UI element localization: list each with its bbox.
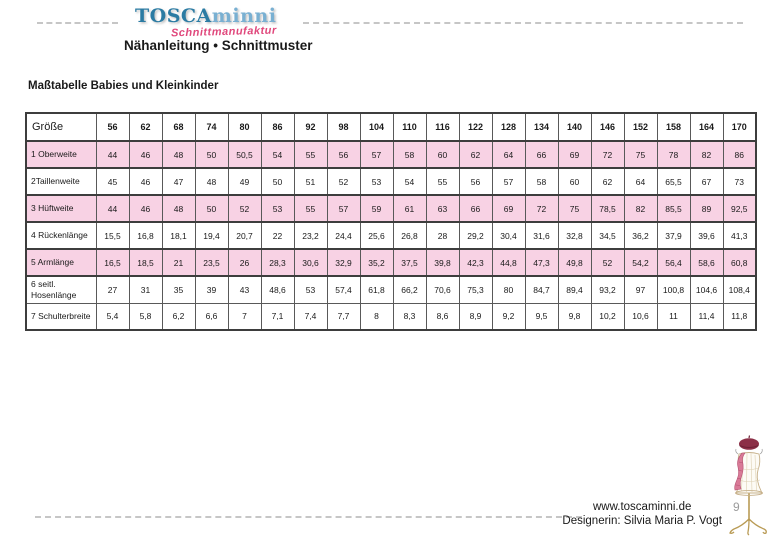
measurement-cell: 66 bbox=[459, 195, 492, 222]
measurement-cell: 84,7 bbox=[525, 276, 558, 303]
measurement-table bbox=[25, 112, 757, 331]
measurement-cell: 54 bbox=[393, 168, 426, 195]
measurement-cell: 37,9 bbox=[657, 222, 690, 249]
measurement-cell: 5,8 bbox=[129, 303, 162, 330]
dashed-rule-top-left bbox=[37, 22, 118, 24]
measurement-cell: 35,2 bbox=[360, 249, 393, 276]
measurement-cell: 46 bbox=[129, 168, 162, 195]
measurement-table-container bbox=[25, 112, 757, 331]
row-label: 3 Hüftweite bbox=[26, 195, 96, 222]
measurement-cell: 51 bbox=[294, 168, 327, 195]
measurement-cell: 39,6 bbox=[690, 222, 723, 249]
size-column-header: 158 bbox=[657, 113, 690, 141]
measurement-cell: 11,8 bbox=[723, 303, 756, 330]
measurement-cell: 26,8 bbox=[393, 222, 426, 249]
measurement-cell: 55 bbox=[426, 168, 459, 195]
measurement-cell: 58 bbox=[525, 168, 558, 195]
measurement-cell: 20,7 bbox=[228, 222, 261, 249]
measurement-cell: 72 bbox=[591, 141, 624, 168]
measurement-cell: 93,2 bbox=[591, 276, 624, 303]
measurement-cell: 46 bbox=[129, 141, 162, 168]
measurement-cell: 48 bbox=[162, 195, 195, 222]
measurement-cell: 49,8 bbox=[558, 249, 591, 276]
table-row bbox=[26, 168, 756, 195]
size-column-header: 116 bbox=[426, 113, 459, 141]
measurement-cell: 86 bbox=[723, 141, 756, 168]
measurement-cell: 89 bbox=[690, 195, 723, 222]
measurement-cell: 60,8 bbox=[723, 249, 756, 276]
dashed-rule-footer bbox=[35, 516, 582, 518]
row-label: 7 Schulterbreite bbox=[26, 303, 96, 330]
measurement-cell: 64 bbox=[492, 141, 525, 168]
measurement-cell: 10,2 bbox=[591, 303, 624, 330]
measurement-cell: 66,2 bbox=[393, 276, 426, 303]
measurement-cell: 37,5 bbox=[393, 249, 426, 276]
measurement-cell: 29,2 bbox=[459, 222, 492, 249]
measurement-cell: 108,4 bbox=[723, 276, 756, 303]
measurement-cell: 55 bbox=[294, 195, 327, 222]
measurement-cell: 56,4 bbox=[657, 249, 690, 276]
measurement-cell: 56 bbox=[327, 141, 360, 168]
measurement-cell: 62 bbox=[459, 141, 492, 168]
table-row bbox=[26, 276, 756, 303]
measurement-cell: 44 bbox=[96, 195, 129, 222]
measurement-cell: 57 bbox=[327, 195, 360, 222]
measurement-cell: 57 bbox=[360, 141, 393, 168]
measurement-cell: 6,6 bbox=[195, 303, 228, 330]
measurement-cell: 15,5 bbox=[96, 222, 129, 249]
measurement-cell: 11 bbox=[657, 303, 690, 330]
measurement-cell: 16,8 bbox=[129, 222, 162, 249]
measurement-cell: 9,2 bbox=[492, 303, 525, 330]
measurement-cell: 85,5 bbox=[657, 195, 690, 222]
measurement-cell: 49 bbox=[228, 168, 261, 195]
website-link[interactable]: www.toscaminni.de bbox=[592, 501, 692, 513]
measurement-cell: 28,3 bbox=[261, 249, 294, 276]
page-number: 9 bbox=[733, 500, 740, 514]
measurement-cell: 54,2 bbox=[624, 249, 657, 276]
measurement-cell: 65,5 bbox=[657, 168, 690, 195]
measurement-cell: 54 bbox=[261, 141, 294, 168]
measurement-cell: 47 bbox=[162, 168, 195, 195]
measurement-cell: 31 bbox=[129, 276, 162, 303]
measurement-cell: 44 bbox=[96, 141, 129, 168]
measurement-cell: 69 bbox=[558, 141, 591, 168]
measurement-cell: 60 bbox=[426, 141, 459, 168]
logo-tagline: Schnittmanufaktur bbox=[170, 24, 277, 40]
measurement-cell: 44,8 bbox=[492, 249, 525, 276]
measurement-cell: 34,5 bbox=[591, 222, 624, 249]
measurement-cell: 10,6 bbox=[624, 303, 657, 330]
measurement-cell: 61 bbox=[393, 195, 426, 222]
measurement-cell: 52 bbox=[327, 168, 360, 195]
measurement-cell: 50,5 bbox=[228, 141, 261, 168]
measurement-cell: 43 bbox=[228, 276, 261, 303]
measurement-cell: 92,5 bbox=[723, 195, 756, 222]
measurement-cell: 27 bbox=[96, 276, 129, 303]
size-column-header: 68 bbox=[162, 113, 195, 141]
measurement-cell: 48,6 bbox=[261, 276, 294, 303]
measurement-cell: 53 bbox=[261, 195, 294, 222]
brand-logo bbox=[135, 7, 277, 38]
measurement-table-body bbox=[26, 141, 756, 330]
size-column-header: 134 bbox=[525, 113, 558, 141]
size-column-header: 74 bbox=[195, 113, 228, 141]
measurement-cell: 58 bbox=[393, 141, 426, 168]
size-column-header: 164 bbox=[690, 113, 723, 141]
measurement-cell: 36,2 bbox=[624, 222, 657, 249]
measurement-cell: 8 bbox=[360, 303, 393, 330]
measurement-cell: 53 bbox=[360, 168, 393, 195]
dashed-rule-top-right bbox=[303, 22, 743, 24]
measurement-cell: 26 bbox=[228, 249, 261, 276]
measurement-cell: 100,8 bbox=[657, 276, 690, 303]
measurement-cell: 39,8 bbox=[426, 249, 459, 276]
measurement-cell: 58,6 bbox=[690, 249, 723, 276]
measurement-cell: 9,5 bbox=[525, 303, 558, 330]
measurement-cell: 61,8 bbox=[360, 276, 393, 303]
measurement-cell: 59 bbox=[360, 195, 393, 222]
size-column-header: 110 bbox=[393, 113, 426, 141]
measurement-cell: 16,5 bbox=[96, 249, 129, 276]
measurement-cell: 72 bbox=[525, 195, 558, 222]
logo-primary-text: TOSCA bbox=[135, 5, 212, 27]
measurement-cell: 7,1 bbox=[261, 303, 294, 330]
size-column-header: 62 bbox=[129, 113, 162, 141]
page-title: Maßtabelle Babies und Kleinkinder bbox=[28, 80, 219, 92]
measurement-cell: 23,5 bbox=[195, 249, 228, 276]
row-label: 2Taillenweite bbox=[26, 168, 96, 195]
size-column-header: 122 bbox=[459, 113, 492, 141]
measurement-cell: 8,3 bbox=[393, 303, 426, 330]
size-column-header: 140 bbox=[558, 113, 591, 141]
size-column-header: 104 bbox=[360, 113, 393, 141]
measurement-cell: 78 bbox=[657, 141, 690, 168]
measurement-cell: 24,4 bbox=[327, 222, 360, 249]
size-header-row bbox=[26, 113, 756, 141]
measurement-cell: 75,3 bbox=[459, 276, 492, 303]
table-row bbox=[26, 249, 756, 276]
measurement-cell: 28 bbox=[426, 222, 459, 249]
measurement-cell: 19,4 bbox=[195, 222, 228, 249]
measurement-cell: 50 bbox=[195, 141, 228, 168]
measurement-cell: 50 bbox=[261, 168, 294, 195]
row-label: 4 Rückenlänge bbox=[26, 222, 96, 249]
measurement-cell: 63 bbox=[426, 195, 459, 222]
size-column-header: 128 bbox=[492, 113, 525, 141]
measurement-cell: 6,2 bbox=[162, 303, 195, 330]
measurement-cell: 67 bbox=[690, 168, 723, 195]
size-column-header: 80 bbox=[228, 113, 261, 141]
row-label: 6 seitl. Hosenlänge bbox=[26, 276, 96, 303]
measurement-cell: 82 bbox=[624, 195, 657, 222]
measurement-cell: 89,4 bbox=[558, 276, 591, 303]
row-label: 1 Oberweite bbox=[26, 141, 96, 168]
measurement-cell: 7,7 bbox=[327, 303, 360, 330]
measurement-cell: 11,4 bbox=[690, 303, 723, 330]
measurement-cell: 18,1 bbox=[162, 222, 195, 249]
measurement-cell: 25,6 bbox=[360, 222, 393, 249]
measurement-cell: 21 bbox=[162, 249, 195, 276]
measurement-cell: 32,8 bbox=[558, 222, 591, 249]
measurement-cell: 75 bbox=[624, 141, 657, 168]
measurement-cell: 60 bbox=[558, 168, 591, 195]
measurement-cell: 75 bbox=[558, 195, 591, 222]
footer bbox=[562, 500, 722, 528]
measurement-cell: 82 bbox=[690, 141, 723, 168]
measurement-cell: 18,5 bbox=[129, 249, 162, 276]
measurement-cell: 7,4 bbox=[294, 303, 327, 330]
measurement-cell: 52 bbox=[228, 195, 261, 222]
size-column-header: 98 bbox=[327, 113, 360, 141]
measurement-cell: 46 bbox=[129, 195, 162, 222]
measurement-cell: 30,4 bbox=[492, 222, 525, 249]
measurement-cell: 8,9 bbox=[459, 303, 492, 330]
measurement-cell: 47,3 bbox=[525, 249, 558, 276]
measurement-cell: 48 bbox=[195, 168, 228, 195]
measurement-cell: 73 bbox=[723, 168, 756, 195]
measurement-cell: 9,8 bbox=[558, 303, 591, 330]
size-column-header: 92 bbox=[294, 113, 327, 141]
measurement-cell: 97 bbox=[624, 276, 657, 303]
measurement-cell: 78,5 bbox=[591, 195, 624, 222]
logo-secondary-text: minni bbox=[211, 5, 277, 27]
measurement-cell: 55 bbox=[294, 141, 327, 168]
size-column-header: 152 bbox=[624, 113, 657, 141]
measurement-cell: 57,4 bbox=[327, 276, 360, 303]
measurement-cell: 70,6 bbox=[426, 276, 459, 303]
measurement-cell: 50 bbox=[195, 195, 228, 222]
measurement-cell: 48 bbox=[162, 141, 195, 168]
row-label: 5 Armlänge bbox=[26, 249, 96, 276]
measurement-cell: 22 bbox=[261, 222, 294, 249]
size-column-header: 146 bbox=[591, 113, 624, 141]
dress-form-icon bbox=[722, 432, 772, 538]
size-column-header: 170 bbox=[723, 113, 756, 141]
measurement-cell: 64 bbox=[624, 168, 657, 195]
measurement-cell: 32,9 bbox=[327, 249, 360, 276]
measurement-cell: 57 bbox=[492, 168, 525, 195]
table-row bbox=[26, 222, 756, 249]
measurement-cell: 35 bbox=[162, 276, 195, 303]
measurement-cell: 80 bbox=[492, 276, 525, 303]
measurement-cell: 42,3 bbox=[459, 249, 492, 276]
size-column-header: 86 bbox=[261, 113, 294, 141]
size-column-header: 56 bbox=[96, 113, 129, 141]
header-subtitle: Nähanleitung • Schnittmuster bbox=[124, 38, 313, 53]
measurement-cell: 45 bbox=[96, 168, 129, 195]
measurement-cell: 31,6 bbox=[525, 222, 558, 249]
table-row bbox=[26, 141, 756, 168]
measurement-cell: 5,4 bbox=[96, 303, 129, 330]
table-row bbox=[26, 195, 756, 222]
measurement-cell: 8,6 bbox=[426, 303, 459, 330]
logo-wordmark bbox=[135, 5, 276, 27]
table-row bbox=[26, 303, 756, 330]
measurement-cell: 39 bbox=[195, 276, 228, 303]
measurement-cell: 104,6 bbox=[690, 276, 723, 303]
measurement-cell: 52 bbox=[591, 249, 624, 276]
measurement-cell: 41,3 bbox=[723, 222, 756, 249]
measurement-cell: 66 bbox=[525, 141, 558, 168]
table-corner-label: Größe bbox=[26, 113, 96, 141]
designer-credit: Designerin: Silvia Maria P. Vogt bbox=[562, 515, 722, 527]
measurement-cell: 53 bbox=[294, 276, 327, 303]
measurement-cell: 56 bbox=[459, 168, 492, 195]
measurement-cell: 69 bbox=[492, 195, 525, 222]
measurement-cell: 7 bbox=[228, 303, 261, 330]
measurement-cell: 30,6 bbox=[294, 249, 327, 276]
measurement-cell: 23,2 bbox=[294, 222, 327, 249]
measurement-cell: 62 bbox=[591, 168, 624, 195]
